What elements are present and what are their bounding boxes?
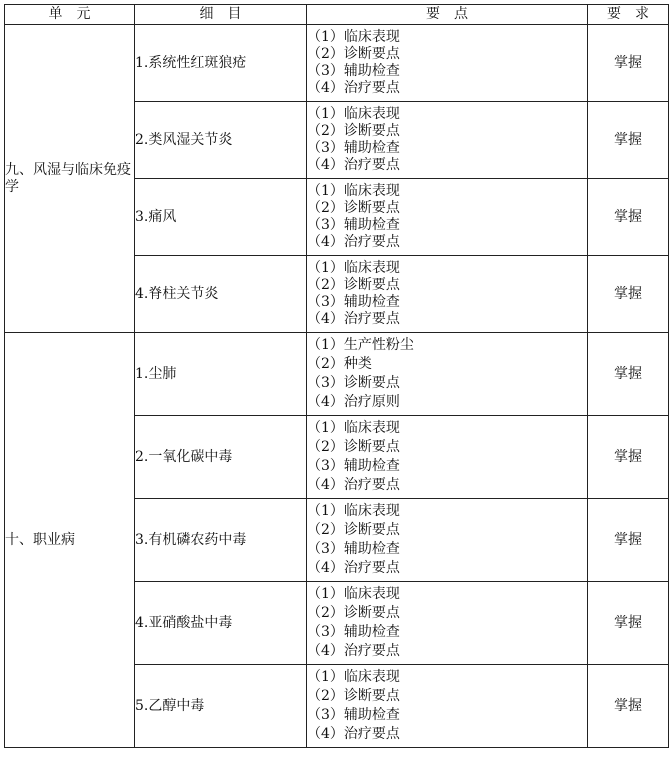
point-text: （3）辅助检查 (307, 140, 400, 156)
point-text: （1）临床表现 (307, 183, 400, 199)
point-text: （1）临床表现 (307, 260, 400, 276)
point-text: （4）治疗要点 (307, 643, 400, 659)
item-cell: 3.痛风 (135, 179, 307, 256)
header-unit: 单元 (5, 5, 135, 25)
point-text: （4）治疗要点 (307, 234, 400, 250)
point-text: （3）辅助检查 (307, 458, 400, 474)
point-text: （3）辅助检查 (307, 63, 400, 79)
point-text: （2）诊断要点 (307, 439, 400, 455)
header-requirement: 要求 (588, 5, 669, 25)
table-row (5, 25, 669, 102)
point-text: （1）临床表现 (307, 669, 400, 685)
point-text: （4）治疗要点 (307, 311, 400, 327)
requirement-cell: 掌握 (588, 333, 669, 416)
points-cell (307, 416, 588, 499)
point-text: （4）治疗要点 (307, 157, 400, 173)
requirement-cell: 掌握 (588, 499, 669, 582)
requirement-cell: 掌握 (588, 25, 669, 102)
point-text: （2）诊断要点 (307, 200, 400, 216)
point-text: （2）诊断要点 (307, 123, 400, 139)
unit-cell: 九、风湿与临床免疫学 (5, 25, 135, 333)
point-text: （2）诊断要点 (307, 688, 400, 704)
points-cell (307, 179, 588, 256)
table-header (5, 5, 669, 25)
requirement-cell: 掌握 (588, 102, 669, 179)
point-text: （3）诊断要点 (307, 375, 400, 391)
header-points: 要点 (307, 5, 588, 25)
point-text: （3）辅助检查 (307, 624, 400, 640)
point-text: （1）临床表现 (307, 29, 400, 45)
points-cell (307, 25, 588, 102)
point-text: （1）生产性粉尘 (307, 337, 414, 353)
header-row (5, 5, 669, 25)
table-body (5, 25, 669, 748)
point-text: （2）诊断要点 (307, 46, 400, 62)
point-text: （1）临床表现 (307, 420, 400, 436)
item-cell: 1.系统性红斑狼疮 (135, 25, 307, 102)
point-text: （4）治疗原则 (307, 394, 400, 410)
point-text: （4）治疗要点 (307, 477, 400, 493)
item-cell: 4.亚硝酸盐中毒 (135, 582, 307, 665)
points-cell (307, 582, 588, 665)
point-text: （2）诊断要点 (307, 522, 400, 538)
requirement-cell: 掌握 (588, 582, 669, 665)
item-cell: 2.一氧化碳中毒 (135, 416, 307, 499)
item-cell: 4.脊柱关节炎 (135, 256, 307, 333)
header-item: 细目 (135, 5, 307, 25)
requirement-cell: 掌握 (588, 179, 669, 256)
point-text: （2）诊断要点 (307, 277, 400, 293)
point-text: （4）治疗要点 (307, 80, 400, 96)
requirement-cell: 掌握 (588, 256, 669, 333)
point-text: （3）辅助检查 (307, 217, 400, 233)
point-text: （3）辅助检查 (307, 707, 400, 723)
points-cell (307, 499, 588, 582)
item-cell: 3.有机磷农药中毒 (135, 499, 307, 582)
point-text: （1）临床表现 (307, 586, 400, 602)
points-cell (307, 333, 588, 416)
syllabus-table (4, 4, 669, 748)
table-row (5, 333, 669, 416)
point-text: （1）临床表现 (307, 503, 400, 519)
points-cell (307, 665, 588, 748)
requirement-cell: 掌握 (588, 416, 669, 499)
points-cell (307, 256, 588, 333)
item-cell: 5.乙醇中毒 (135, 665, 307, 748)
item-cell: 1.尘肺 (135, 333, 307, 416)
point-text: （4）治疗要点 (307, 726, 400, 742)
unit-cell: 十、职业病 (5, 333, 135, 748)
point-text: （4）治疗要点 (307, 560, 400, 576)
point-text: （3）辅助检查 (307, 294, 400, 310)
point-text: （1）临床表现 (307, 106, 400, 122)
item-cell: 2.类风湿关节炎 (135, 102, 307, 179)
requirement-cell: 掌握 (588, 665, 669, 748)
points-cell (307, 102, 588, 179)
point-text: （2）种类 (307, 356, 372, 372)
point-text: （3）辅助检查 (307, 541, 400, 557)
point-text: （2）诊断要点 (307, 605, 400, 621)
